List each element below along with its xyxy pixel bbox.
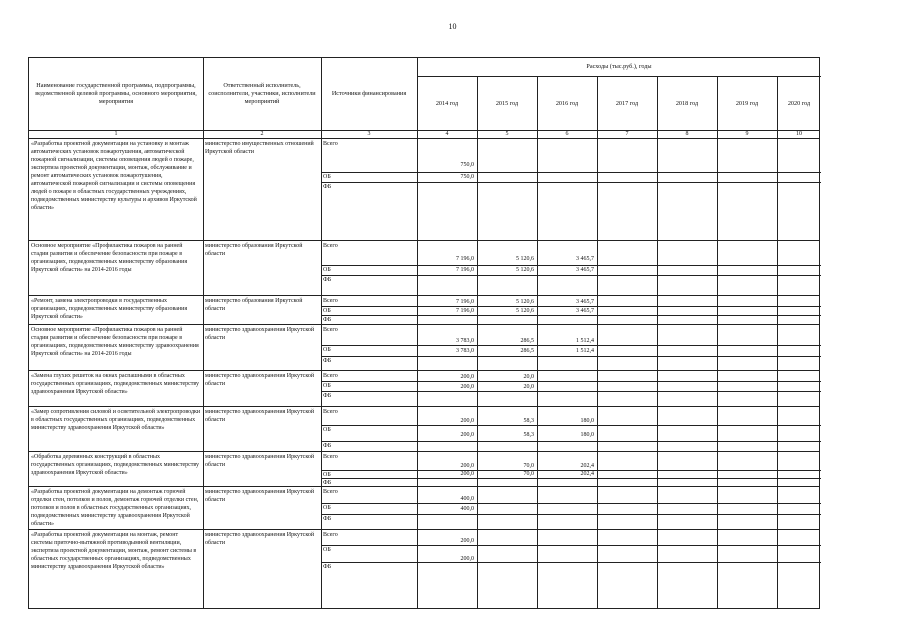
column-index: 5 — [505, 131, 509, 137]
value-cell: 58,3 — [523, 432, 534, 438]
value-cell: 7 196,0 — [456, 299, 474, 305]
value-cell: 750,0 — [460, 162, 474, 168]
value-cell: 200,0 — [460, 538, 474, 544]
value-cell: 750,0 — [460, 174, 474, 180]
row-source: ОБ — [323, 472, 331, 478]
value-cell: 400,0 — [460, 506, 474, 512]
value-cell: 3 465,7 — [576, 267, 594, 273]
value-cell: 200,0 — [460, 432, 474, 438]
value-cell: 5 120,6 — [516, 267, 534, 273]
value-cell: 200,0 — [460, 471, 474, 477]
row-name: «Замер сопротивления силовой и осветительной электропроводки в областных государственных организациях, подведомственных министерству здравоохранения Иркутской области» — [31, 409, 201, 431]
row-name: «Разработка проектной документации на демонтаж горючей отделки стен, потолков и полов, демонтаж горючей отделки стен, потолков и полов в областных государственных организациях, подведомственных министерству здравоохранения Иркутской области» — [31, 489, 199, 527]
row-source: Всего — [323, 454, 338, 460]
value-cell: 180,0 — [580, 432, 594, 438]
value-cell: 400,0 — [460, 496, 474, 502]
column-divider — [417, 58, 418, 608]
row-name: Основное мероприятие «Профилактика пожаров на ранней стадии развития и обеспечение безопасности при пожаре в организациях, подведомственных министерству здравоохранения Иркутской области» на 2014-2016 годы — [31, 327, 199, 357]
source-line — [321, 345, 821, 346]
value-cell: 20,0 — [523, 374, 534, 380]
row-executor: министерство здравоохранения Иркутской области — [205, 327, 315, 341]
funding-table — [28, 57, 820, 609]
value-cell: 5 120,6 — [516, 299, 534, 305]
row-executor: министерство здравоохранения Иркутской области — [205, 489, 315, 503]
value-cell: 200,0 — [460, 463, 474, 469]
column-index: 8 — [685, 131, 689, 137]
row-source: ФБ — [323, 184, 332, 190]
row-source: Всего — [323, 141, 338, 147]
index-row-line — [29, 138, 819, 139]
value-cell: 1 512,4 — [576, 338, 594, 344]
column-index: 10 — [796, 131, 802, 137]
row-group-line — [29, 529, 819, 530]
column-index: 9 — [745, 131, 749, 137]
row-source: ОБ — [323, 267, 331, 273]
column-divider — [321, 58, 322, 608]
source-line — [321, 275, 821, 276]
row-source: Всего — [323, 532, 338, 538]
row-source: Всего — [323, 298, 338, 304]
value-cell: 58,3 — [523, 418, 534, 424]
row-source: Всего — [323, 489, 338, 495]
column-index: 3 — [367, 131, 371, 137]
row-source: Всего — [323, 373, 338, 379]
value-cell: 180,0 — [580, 418, 594, 424]
header-executor: Ответственный исполнитель, соисполнители, участники, исполнители мероприятий — [208, 82, 316, 105]
row-source: ОБ — [323, 505, 331, 511]
row-source: ОБ — [323, 547, 331, 553]
value-cell: 70,0 — [523, 471, 534, 477]
value-cell: 286,5 — [520, 348, 534, 354]
value-cell: 5 120,6 — [516, 256, 534, 262]
value-cell: 7 196,0 — [456, 308, 474, 314]
row-source: ФБ — [323, 277, 332, 283]
value-cell: 200,0 — [460, 556, 474, 562]
row-source: ФБ — [323, 480, 332, 486]
row-group-line — [29, 451, 819, 452]
row-source: ФБ — [323, 358, 332, 364]
value-cell: 20,0 — [523, 384, 534, 390]
source-line — [321, 441, 821, 442]
row-name: Основное мероприятие «Профилактика пожаров на ранней стадии развития и обеспечение безопасности при пожаре в организациях, подведомственных министерству образования Иркутской области» на 2014-2016 годы — [31, 243, 188, 273]
value-cell: 1 512,4 — [576, 348, 594, 354]
source-line — [321, 315, 821, 316]
source-line — [321, 172, 821, 173]
value-cell: 7 196,0 — [456, 267, 474, 273]
row-group-line — [29, 370, 819, 371]
value-cell: 3 783,0 — [456, 338, 474, 344]
row-source: ОБ — [323, 383, 331, 389]
row-group-line — [29, 240, 819, 241]
row-group-line — [29, 295, 819, 296]
header-year: 2016 год — [555, 100, 579, 107]
value-cell: 202,4 — [580, 463, 594, 469]
row-source: Всего — [323, 327, 338, 333]
source-line — [321, 182, 821, 183]
column-divider — [203, 58, 204, 608]
source-line — [321, 514, 821, 515]
value-cell: 70,0 — [523, 463, 534, 469]
header-year: 2014 год — [435, 100, 459, 107]
row-executor: министерство здравоохранения Иркутской области — [205, 373, 315, 387]
value-cell: 200,0 — [460, 374, 474, 380]
source-line — [321, 425, 821, 426]
row-source: ОБ — [323, 427, 331, 433]
source-line — [321, 545, 821, 546]
source-line — [321, 562, 821, 563]
row-name: «Замена глухих решеток на окнах распашными в областных государственных организациях, подведомственных министерству здравоохранения Иркутской области» — [31, 373, 200, 395]
header-year: 2020 год — [787, 100, 811, 107]
row-source: ФБ — [323, 393, 332, 399]
value-cell: 3 783,0 — [456, 348, 474, 354]
row-executor: министерство здравоохранения Иркутской области — [205, 532, 315, 546]
row-source: Всего — [323, 243, 338, 249]
value-cell: 7 196,0 — [456, 256, 474, 262]
row-executor: министерство образования Иркутской области — [205, 298, 303, 312]
column-index: 2 — [260, 131, 264, 137]
row-executor: министерство здравоохранения Иркутской области — [205, 454, 315, 468]
value-cell: 286,5 — [520, 338, 534, 344]
header-expenses: Расходы (тыс.руб.), годы — [586, 63, 652, 70]
row-source: ФБ — [323, 443, 332, 449]
header-source: Источники финансирования — [331, 90, 407, 97]
header-year: 2015 год — [495, 100, 519, 107]
column-index: 1 — [114, 131, 118, 137]
row-executor: министерство образования Иркутской области — [205, 243, 303, 257]
row-source: ФБ — [323, 516, 332, 522]
column-index: 6 — [565, 131, 569, 137]
row-group-line — [29, 486, 819, 487]
row-name: «Разработка проектной документации на установку и монтаж автоматических установок пожаротушения, автоматической пожарной сигнализации, системы оповещения людей о пожаре, экспертиза проектной документации, монтаж, обслуживание и ремонт автоматических установок пожаротушения, автоматической пожарной сигнализации и системы оповещения людей о пожаре в областных государственных учреждениях, подведомственных министерству культуры и архивов Иркутской области» — [31, 141, 197, 211]
source-line — [321, 503, 821, 504]
row-executor: министерство здравоохранения Иркутской области — [205, 409, 315, 423]
value-cell: 5 120,6 — [516, 308, 534, 314]
column-index: 4 — [445, 131, 449, 137]
row-group-line — [29, 406, 819, 407]
source-line — [321, 391, 821, 392]
header-year: 2018 год — [675, 100, 699, 107]
source-line — [321, 356, 821, 357]
header-year: 2019 год — [735, 100, 759, 107]
header-name: Наименование государственной программы, подпрограммы, ведомственной целевой программы, основного мероприятия, мероприятия — [35, 82, 197, 105]
source-line — [321, 381, 821, 382]
column-index: 7 — [625, 131, 629, 137]
row-source: ОБ — [323, 308, 331, 314]
page-number: 10 — [448, 22, 457, 31]
value-cell: 3 465,7 — [576, 299, 594, 305]
row-name: «Обработка деревянных конструкций в областных государственных организациях, подведомственных министерству здравоохранения Иркутской области» — [31, 454, 200, 476]
header-divider — [417, 76, 821, 77]
row-source: ФБ — [323, 564, 332, 570]
value-cell: 200,0 — [460, 418, 474, 424]
source-line — [321, 478, 821, 479]
value-cell: 3 465,7 — [576, 308, 594, 314]
value-cell: 3 465,7 — [576, 256, 594, 262]
row-name: «Разработка проектной документации на монтаж, ремонт системы приточно-вытяжной противодымной вентиляции, экспертиза проектной документации, монтаж, ремонт системы в областных государственных организациях, подведомственных министерству здравоохранения Иркутской области» — [31, 532, 197, 570]
header-year: 2017 год — [615, 100, 639, 107]
row-source: Всего — [323, 409, 338, 415]
row-group-line — [29, 324, 819, 325]
value-cell: 202,4 — [580, 471, 594, 477]
row-source: ОБ — [323, 347, 331, 353]
row-executor: министерство имущественных отношений Иркутской области — [205, 141, 314, 155]
value-cell: 200,0 — [460, 384, 474, 390]
row-source: ОБ — [323, 174, 331, 180]
row-source: ФБ — [323, 317, 332, 323]
row-name: «Ремонт, замена электропроводки в государственных организациях, подведомственных министерству образования Иркутской области» — [31, 298, 188, 320]
